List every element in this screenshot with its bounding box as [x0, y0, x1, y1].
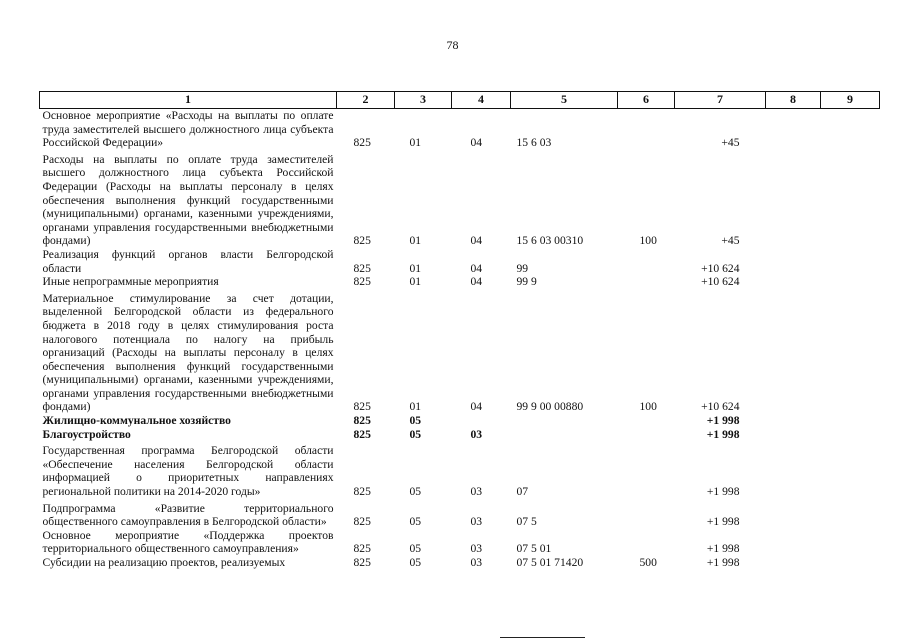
cell-c8 [766, 275, 821, 289]
cell-c2: 825 [353, 234, 371, 248]
cell-c6 [618, 248, 675, 275]
cell-c4 [452, 414, 511, 428]
cell-c6 [618, 428, 675, 442]
cell-c5: 15 6 03 [516, 136, 552, 150]
cell-c4: 04 [470, 261, 483, 275]
cell-c3: 01 [409, 400, 422, 414]
cell-c9 [821, 529, 880, 556]
cell-c9 [821, 150, 880, 248]
cell-c3: 01 [409, 261, 422, 275]
cell-c8 [766, 499, 821, 529]
cell-c4: 03 [470, 556, 483, 569]
table-row [40, 275, 880, 289]
cell-c2: 825 [353, 414, 371, 428]
cell-c1: Основное мероприятие «Поддержка проектов территориального общественного самоуправления» [42, 528, 334, 556]
cell-c6: 100 [639, 400, 657, 414]
scan-artifact [500, 637, 585, 638]
cell-c8 [766, 529, 821, 556]
cell-c2: 825 [353, 485, 371, 499]
cell-c5: 99 9 00 00880 [516, 400, 584, 414]
cell-c2: 825 [353, 427, 371, 441]
table-row [40, 289, 880, 414]
page-number: 78 [446, 38, 459, 52]
cell-c1: Реализация функций органов власти Белгородской области [42, 247, 334, 275]
cell-c5: 07 5 01 [516, 542, 552, 556]
cell-c8 [766, 109, 821, 150]
table-row [40, 556, 880, 570]
cell-c6: 500 [639, 556, 657, 569]
cell-c1: Субсидии на реализацию проектов, реализуемых [42, 556, 286, 569]
cell-c6 [618, 414, 675, 428]
cell-c3: 05 [409, 427, 422, 441]
cell-c7: +45 [721, 136, 740, 150]
cell-c9 [821, 428, 880, 442]
table-row [40, 529, 880, 556]
cell-c3: 05 [409, 485, 422, 499]
cell-c4: 03 [470, 485, 483, 499]
cell-c4: 04 [470, 400, 483, 414]
cell-c1: Иные непрограммные мероприятия [42, 275, 219, 289]
cell-c3: 01 [409, 136, 422, 150]
cell-c7: +10 624 [701, 275, 740, 289]
cell-c3: 01 [409, 275, 422, 289]
cell-c1: Благоустройство [42, 427, 131, 441]
cell-c5: 99 9 [516, 275, 537, 289]
budget-table [39, 91, 880, 570]
header-col-9: 9 [821, 92, 880, 109]
cell-c9 [821, 441, 880, 498]
cell-c6 [618, 499, 675, 529]
table-row [40, 109, 880, 150]
cell-c4: 04 [470, 234, 483, 248]
cell-c2: 825 [353, 542, 371, 556]
cell-c4: 04 [470, 275, 483, 289]
header-col-4: 4 [452, 92, 511, 109]
cell-c5: 99 [516, 261, 529, 275]
cell-c7: +1 998 [706, 556, 740, 569]
cell-c6 [618, 529, 675, 556]
header-col-2: 2 [337, 92, 395, 109]
cell-c8 [766, 248, 821, 275]
table-body [40, 109, 880, 570]
cell-c1: Материальное стимулирование за счет дотации, выделенной Белгородской области из федерального бюджета в 2018 году в целях стимулирования роста налогового потенциала по налогу на прибыль организаций (Расходы на выплаты персоналу в целях обеспечения выполнения функций государственными (муниципальными) органами, казенными учреждениями, органами управления государственными внебюджетными фондами) [42, 291, 334, 414]
cell-c5: 07 [516, 485, 529, 499]
cell-c9 [821, 248, 880, 275]
cell-c2: 825 [353, 275, 371, 289]
cell-c9 [821, 556, 880, 570]
cell-c7: +10 624 [701, 400, 740, 414]
cell-c2: 825 [353, 556, 371, 569]
table-row [40, 499, 880, 529]
cell-c1: Расходы на выплаты по оплате труда заместителей высшего должностного лица субъекта Российской Федерации (Расходы на выплаты персоналу в целях обеспечения выполнения функций государственными (муниципальными) органами, казенными учреждениями, органами управления государственными внебюджетными фондами) [42, 152, 334, 248]
cell-c8 [766, 556, 821, 570]
table-row [40, 248, 880, 275]
cell-c6 [618, 441, 675, 498]
cell-c7: +1 998 [706, 515, 740, 529]
cell-c7: +1 998 [706, 542, 740, 556]
cell-c9 [821, 275, 880, 289]
cell-c7: +1 998 [706, 414, 740, 428]
cell-c3: 05 [409, 515, 422, 529]
cell-c9 [821, 289, 880, 414]
header-col-7: 7 [675, 92, 766, 109]
cell-c4: 03 [470, 542, 483, 556]
cell-c7: +1 998 [706, 427, 740, 441]
header-col-3: 3 [395, 92, 452, 109]
cell-c2: 825 [353, 400, 371, 414]
cell-c6 [618, 109, 675, 150]
cell-c7: +1 998 [706, 485, 740, 499]
cell-c3: 05 [409, 414, 422, 428]
header-col-5: 5 [511, 92, 618, 109]
table-row [40, 150, 880, 248]
cell-c6 [618, 275, 675, 289]
cell-c7: +10 624 [701, 261, 740, 275]
header-col-6: 6 [618, 92, 675, 109]
table-row [40, 428, 880, 442]
cell-c8 [766, 428, 821, 442]
cell-c3: 01 [409, 234, 422, 248]
cell-c9 [821, 109, 880, 150]
cell-c8 [766, 150, 821, 248]
table-row [40, 441, 880, 498]
cell-c2: 825 [353, 261, 371, 275]
cell-c2: 825 [353, 136, 371, 150]
cell-c4: 04 [470, 136, 483, 150]
cell-c1: Государственная программа Белгородской области «Обеспечение населения Белгородской области информацией о приоритетных направлениях региональной политики на 2014-2020 годы» [42, 444, 334, 499]
cell-c1: Основное мероприятие «Расходы на выплаты по оплате труда заместителей высшего должностного лица субъекта Российской Федерации» [42, 109, 334, 150]
cell-c7: +45 [721, 234, 740, 248]
cell-c8 [766, 289, 821, 414]
cell-c8 [766, 414, 821, 428]
cell-c5: 07 5 [516, 515, 537, 529]
cell-c2: 825 [353, 515, 371, 529]
cell-c3: 05 [409, 556, 422, 569]
table-row [40, 414, 880, 428]
cell-c5 [511, 414, 618, 428]
cell-c3: 05 [409, 542, 422, 556]
cell-c6: 100 [639, 234, 657, 248]
cell-c1: Подпрограмма «Развитие территориального общественного самоуправления в Белгородской области» [42, 501, 334, 529]
cell-c4: 03 [470, 427, 483, 441]
cell-c5: 07 5 01 71420 [516, 556, 584, 569]
cell-c5 [511, 428, 618, 442]
header-col-1: 1 [40, 92, 337, 109]
table-header [40, 92, 880, 109]
cell-c9 [821, 414, 880, 428]
cell-c1: Жилищно-коммунальное хозяйство [42, 414, 231, 428]
header-col-8: 8 [766, 92, 821, 109]
cell-c8 [766, 441, 821, 498]
cell-c4: 03 [470, 515, 483, 529]
cell-c9 [821, 499, 880, 529]
cell-c5: 15 6 03 00310 [516, 234, 584, 248]
